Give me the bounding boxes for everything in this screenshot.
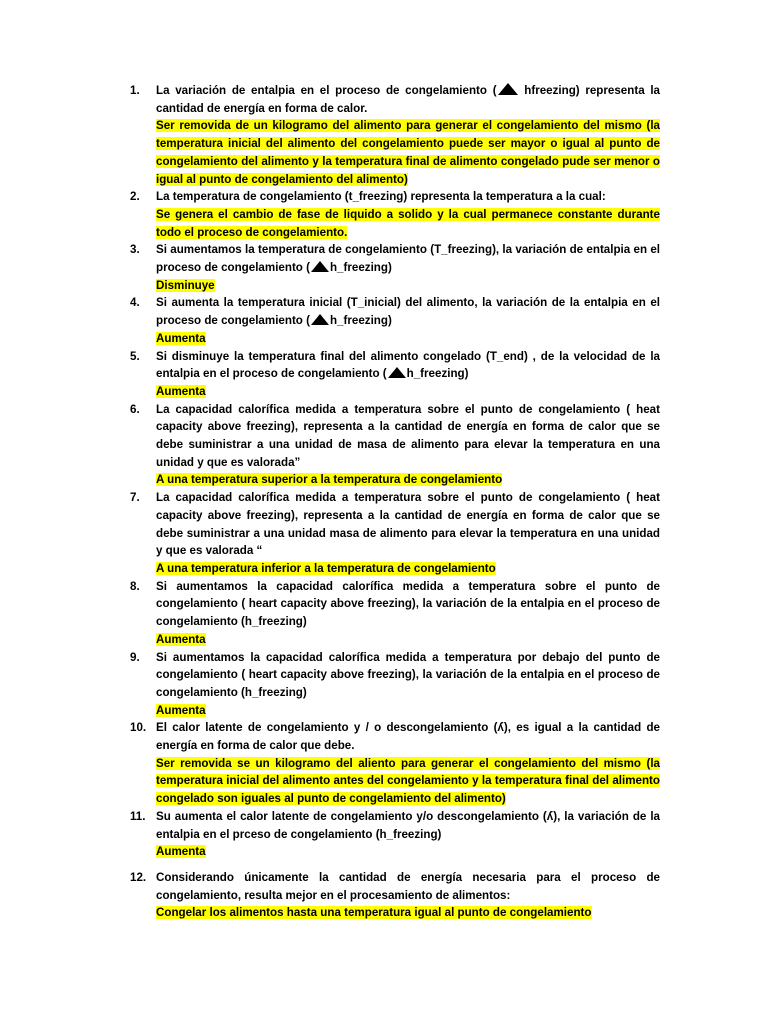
delta-triangle-icon bbox=[311, 314, 329, 325]
answer-highlight: Aumenta bbox=[156, 331, 206, 345]
item-number: 6. bbox=[130, 402, 140, 416]
list-item-3 bbox=[130, 241, 660, 294]
list-item-9 bbox=[130, 649, 660, 720]
list-item-8 bbox=[130, 578, 660, 649]
question-text: El calor latente de congelamiento y / o descongelamiento (ʎ), es igual a la cantidad de energía en forma de calor que debe. bbox=[156, 721, 660, 753]
item-number: 4. bbox=[130, 296, 140, 310]
item-number: 1. bbox=[130, 84, 140, 97]
item-number: 10. bbox=[130, 721, 147, 735]
delta-triangle-icon bbox=[498, 83, 518, 95]
list-item-6 bbox=[130, 401, 660, 490]
item-number: 7. bbox=[130, 491, 140, 505]
list-item-10 bbox=[130, 719, 660, 808]
item-number: 12. bbox=[130, 870, 147, 884]
answer-highlight: Aumenta bbox=[156, 632, 206, 646]
list-item-12 bbox=[130, 869, 660, 922]
question-text: Si aumentamos la capacidad calorífica medida a temperatura por debajo del punto de congelamiento ( heart capacity above freezing), la variación de la entalpia en el proceso de congelamiento (h_freezing) bbox=[156, 650, 660, 699]
answer-highlight: Se genera el cambio de fase de liquido a solido y la cual permanece constante durante todo el proceso de congelamiento. bbox=[156, 207, 660, 239]
list-item-1 bbox=[130, 82, 660, 188]
list-item-7 bbox=[130, 489, 660, 578]
item-number: 11. bbox=[130, 809, 146, 823]
answer-highlight: Disminuye bbox=[156, 278, 215, 292]
question-text: Si aumentamos la capacidad calorífica medida a temperatura sobre el punto de congelamiento ( heart capacity above freezing), la variación de la entalpia en el proceso de congelamiento (h_freezing) bbox=[156, 579, 660, 629]
delta-triangle-icon bbox=[311, 261, 329, 272]
question-text: La variación de entalpia en el proceso de congelamiento ( hfreezing) representa la cantidad de energía en forma de calor. bbox=[156, 84, 661, 115]
item-number: 5. bbox=[130, 349, 140, 363]
item-number: 3. bbox=[130, 243, 140, 257]
question-text: La capacidad calorífica medida a temperatura sobre el punto de congelamiento ( heat capacity above freezing), representa a la cantidad de energía en forma de calor que se debe suministrar a una unidad de masa de alimento para elevar la temperatura en una unidad y que es valorada” bbox=[156, 402, 660, 469]
list-item-4 bbox=[130, 294, 660, 347]
question-text: Si aumentamos la temperatura de congelamiento (T_freezing), la variación de entalpia en el proceso de congelamiento ( h_freezing) bbox=[156, 243, 660, 275]
question-text: Si disminuye la temperatura final del alimento congelado (T_end) , de la velocidad de la entalpia en el proceso de congelamiento ( h_freezing) bbox=[156, 349, 660, 381]
question-text: Su aumenta el calor latente de congelamiento y/o descongelamiento (ʎ), la variación de la entalpia en el prceso de congelamiento (h_freezing) bbox=[156, 809, 660, 841]
list-item-11 bbox=[130, 808, 660, 861]
answer-highlight: Aumenta bbox=[156, 384, 206, 398]
delta-triangle-icon bbox=[388, 367, 406, 378]
answer-highlight: Aumenta bbox=[156, 703, 206, 717]
answer-highlight: Ser removida de un kilogramo del alimento para generar el congelamiento del mismo (la temperatura inicial del alimento del congelamiento puede ser mayor o igual al punto de congelamiento del alimento y la temperatura final de alimento congelado pude ser menor o igual al punto de congelamiento del alimento) bbox=[156, 119, 660, 186]
answer-highlight: A una temperatura superior a la temperatura de congelamiento bbox=[156, 473, 503, 487]
question-text: Si aumenta la temperatura inicial (T_inicial) del alimento, la variación de la entalpia en el proceso de congelamiento ( h_freezing) bbox=[156, 296, 660, 328]
question-text: La temperatura de congelamiento (t_freezing) representa la temperatura a la cual: bbox=[156, 190, 606, 204]
answer-highlight: Congelar los alimentos hasta una temperatura igual al punto de congelamiento bbox=[156, 906, 592, 920]
question-text: La capacidad calorífica medida a temperatura sobre el punto de congelamiento ( heat capacity above freezing), representa a la cantidad de energía en forma de calor que se debe suministrar a una unidad masa de alimento para elevar la temperatura en una unidad y que es valorada “ bbox=[156, 491, 660, 558]
answer-highlight: Aumenta bbox=[156, 845, 206, 859]
item-number: 9. bbox=[130, 650, 140, 664]
answer-highlight: A una temperatura inferior a la temperatura de congelamiento bbox=[156, 561, 496, 575]
item-number: 8. bbox=[130, 579, 140, 593]
question-text: Considerando únicamente la cantidad de energía necesaria para el proceso de congelamiento, resulta mejor en el procesamiento de alimentos: bbox=[156, 870, 660, 902]
list-item-2 bbox=[130, 188, 660, 241]
answer-highlight: Ser removida se un kilogramo del aliento para generar el congelamiento del mismo (la temperatura inicial del alimento antes del congelamiento y la temperatura final del alimento congelado son iguales al punto de congelamiento del alimento) bbox=[156, 756, 660, 806]
item-number: 2. bbox=[130, 190, 140, 204]
document-body bbox=[130, 82, 660, 922]
list-item-5 bbox=[130, 348, 660, 401]
